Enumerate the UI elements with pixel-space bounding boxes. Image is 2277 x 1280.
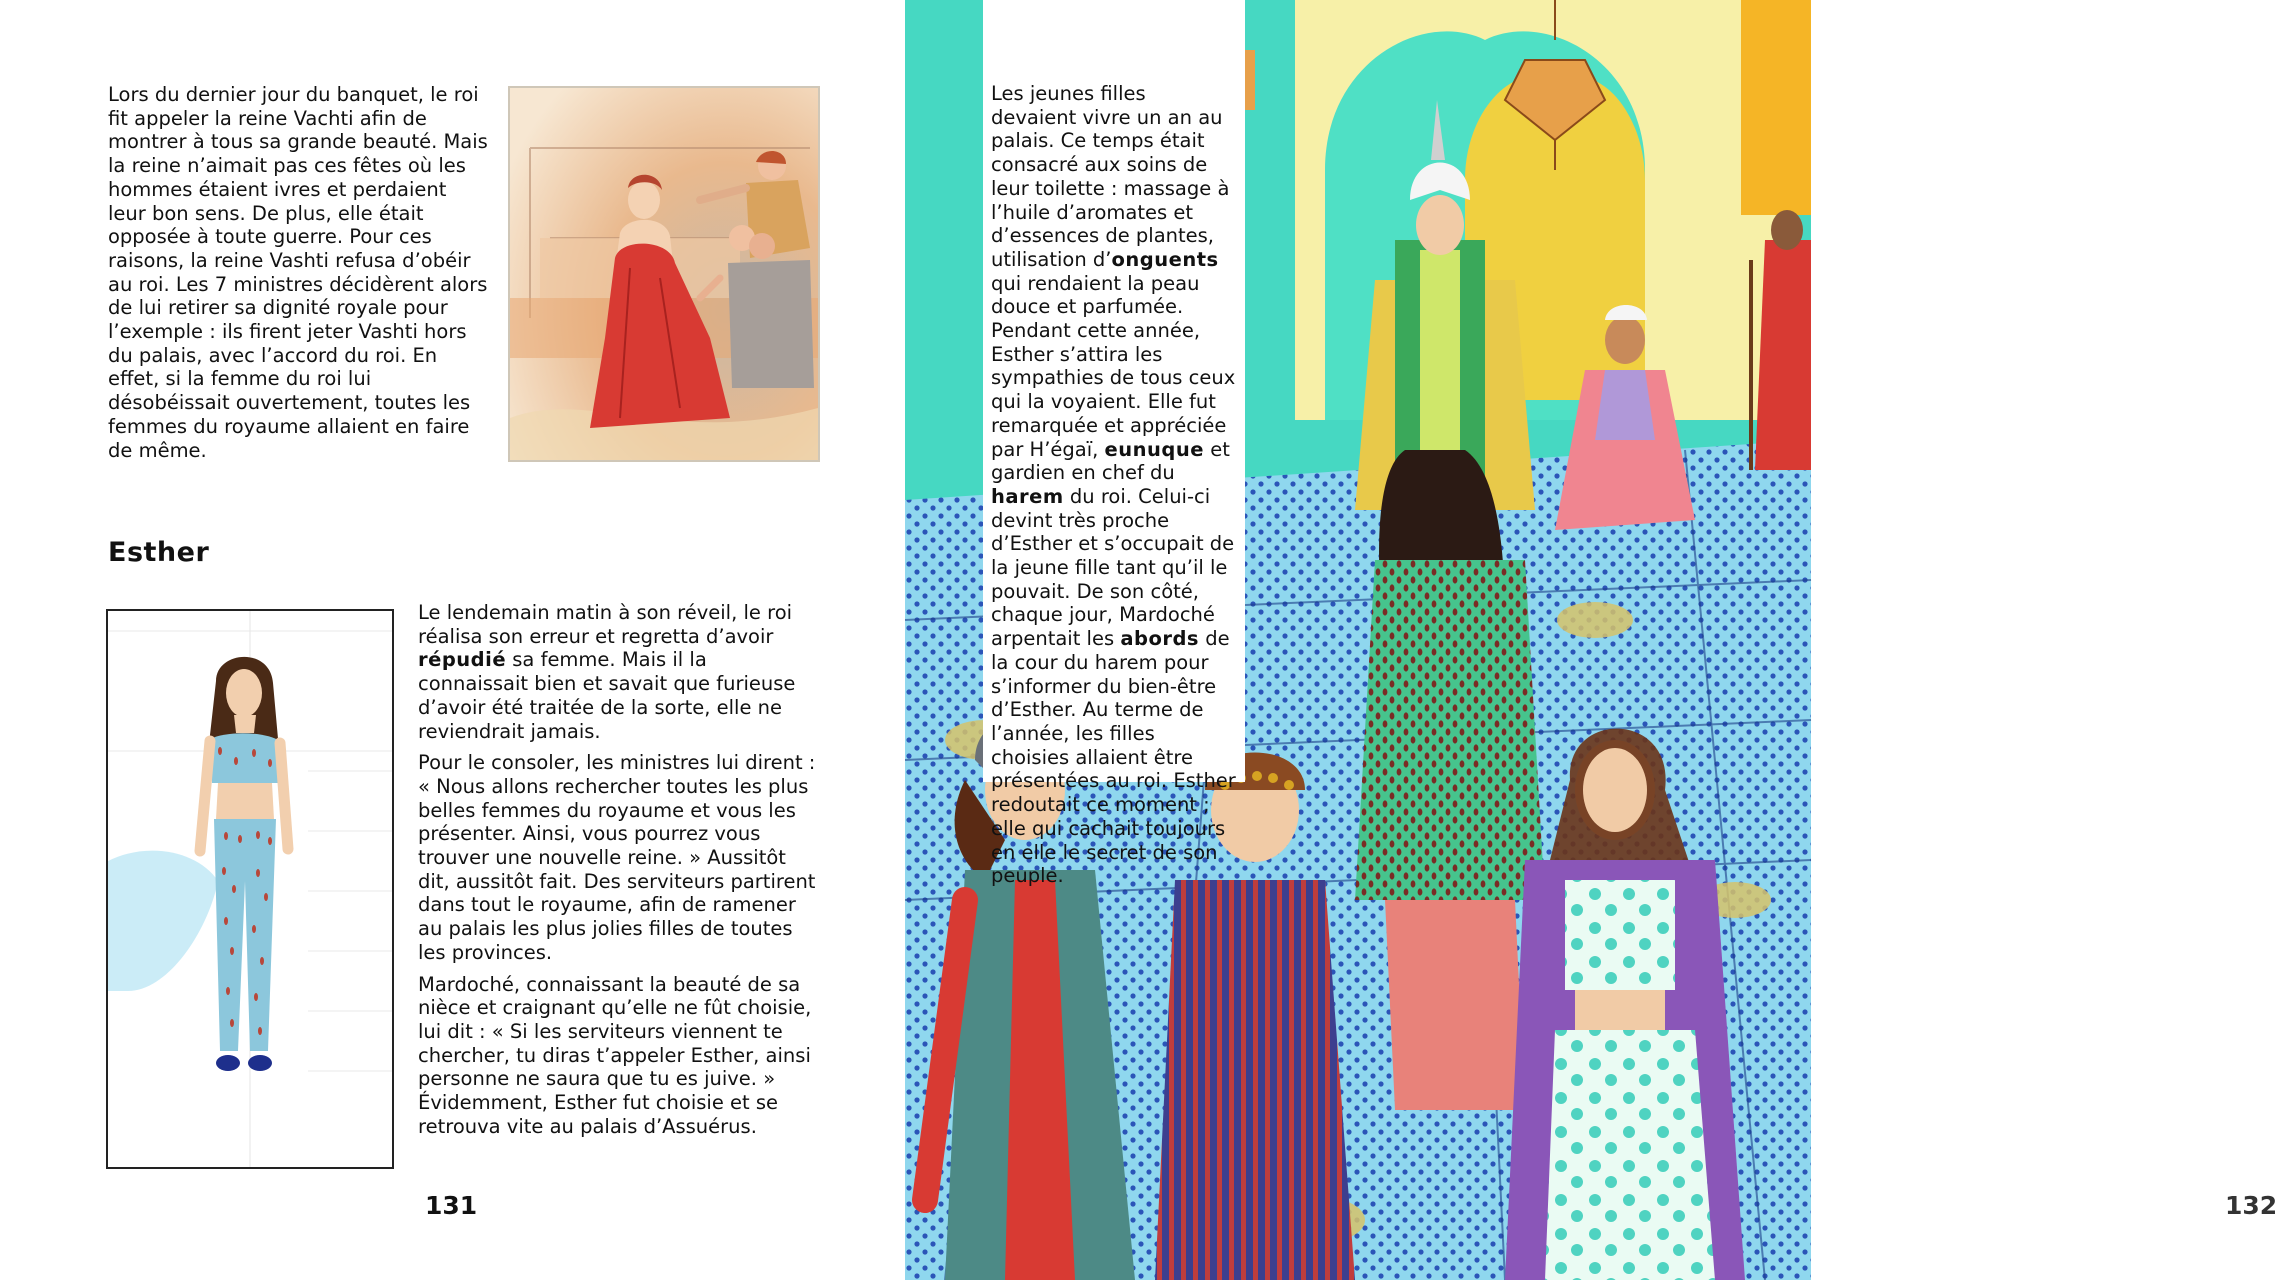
harem-text-3: et gardien en chef du	[991, 437, 1230, 485]
harem-text-2: qui rendaient la peau douce et parfumée. Pendant cette année, Esther s’attira les sympathies de tous ceux qui la voyaient. Elle fut remarquée et appréciée par H’égaï,	[991, 271, 1236, 461]
right-text-box	[983, 0, 1245, 888]
glossary-term-harem: harem	[991, 484, 1064, 508]
paragraph-1	[418, 601, 823, 743]
intro-paragraph	[108, 83, 488, 470]
right-page	[905, 0, 2277, 1280]
paragraph-2: Pour le consoler, les ministres lui dirent : « Nous allons rechercher toutes les plus belles femmes du royaume et vous les présenter. Ainsi, vous pourrez vous trouver une nouvelle reine. » Aussitôt dit, aussitôt fait. Des serviteurs partirent dans tout le royaume, afin de ramener au palais les plus jolies filles de toutes les provinces.	[418, 751, 816, 964]
glossary-term-repudie: répudié	[418, 648, 507, 672]
glossary-term-eunuque: eunuque	[1104, 437, 1204, 461]
paragraph-1-text-b: sa femme. Mais il la connaissait bien et savait que furieuse d’avoir été traitée de la sorte, elle ne reviendrait jamais.	[418, 648, 796, 743]
harem-text-4: du roi. Celui-ci devint très proche d’Esther et s’occupait de la jeune fille tant qu’il le pouvait. De son côté, chaque jour, Mardoché arpentait les	[991, 484, 1235, 651]
glossary-term-onguents: onguents	[1111, 247, 1219, 271]
harem-text-1: Les jeunes filles devaient vivre un an au palais. Ce temps était consacré aux soins de leur toilette : massage à l’huile d’aromates et d’essences de plantes, utilisation d’	[991, 82, 1230, 271]
harem-paragraph	[991, 82, 1237, 888]
esther-story	[418, 601, 823, 1146]
esther-portrait	[106, 609, 394, 1169]
glossary-term-abords: abords	[1120, 627, 1200, 651]
intro-text: Lors du dernier jour du banquet, le roi fit appeler la reine Vachti afin de montrer à tous sa grande beauté. Mais la reine n’aimait pas ces fêtes où les hommes étaient ivres et perdaient leur bon sens. De plus, elle était opposée à toute guerre. Pour ces raisons, la reine Vashti refusa d’obéir au roi. Les 7 ministres décidèrent alors de lui retirer sa dignité royale pour l’exemple : ils firent jeter Vashti hors du palais, avec l’accord du roi. En effet, si la femme du roi lui désobéissait ouvertement, toutes les femmes du royaume allaient en faire de même.	[108, 83, 488, 462]
page-number: 132	[2225, 1191, 2277, 1220]
banquet-illustration	[508, 86, 820, 462]
paragraph-3: Mardoché, connaissant la beauté de sa nièce et craignant qu’elle ne fût choisie, lui dit : « Si les serviteurs viennent te chercher, tu diras t’appeler Esther, ainsi personne ne saura que tu es juive. » Évidemment, Esther fut choisie et se retrouva vite au palais d’Assuérus.	[418, 972, 812, 1138]
harem-text-5: de la cour du harem pour s’informer du bien-être d’Esther. Au terme de l’année, les filles choisies allaient être présentées au roi. Esther redoutait ce moment ; elle qui cachait toujours en elle le secret de son peuple.	[991, 627, 1236, 888]
page-number: 131	[425, 1191, 478, 1220]
section-heading: Esther	[108, 537, 210, 568]
left-page	[0, 0, 905, 1280]
paragraph-1-text-a: Le lendemain matin à son réveil, le roi réalisa son erreur et regretta d’avoir	[418, 601, 793, 648]
